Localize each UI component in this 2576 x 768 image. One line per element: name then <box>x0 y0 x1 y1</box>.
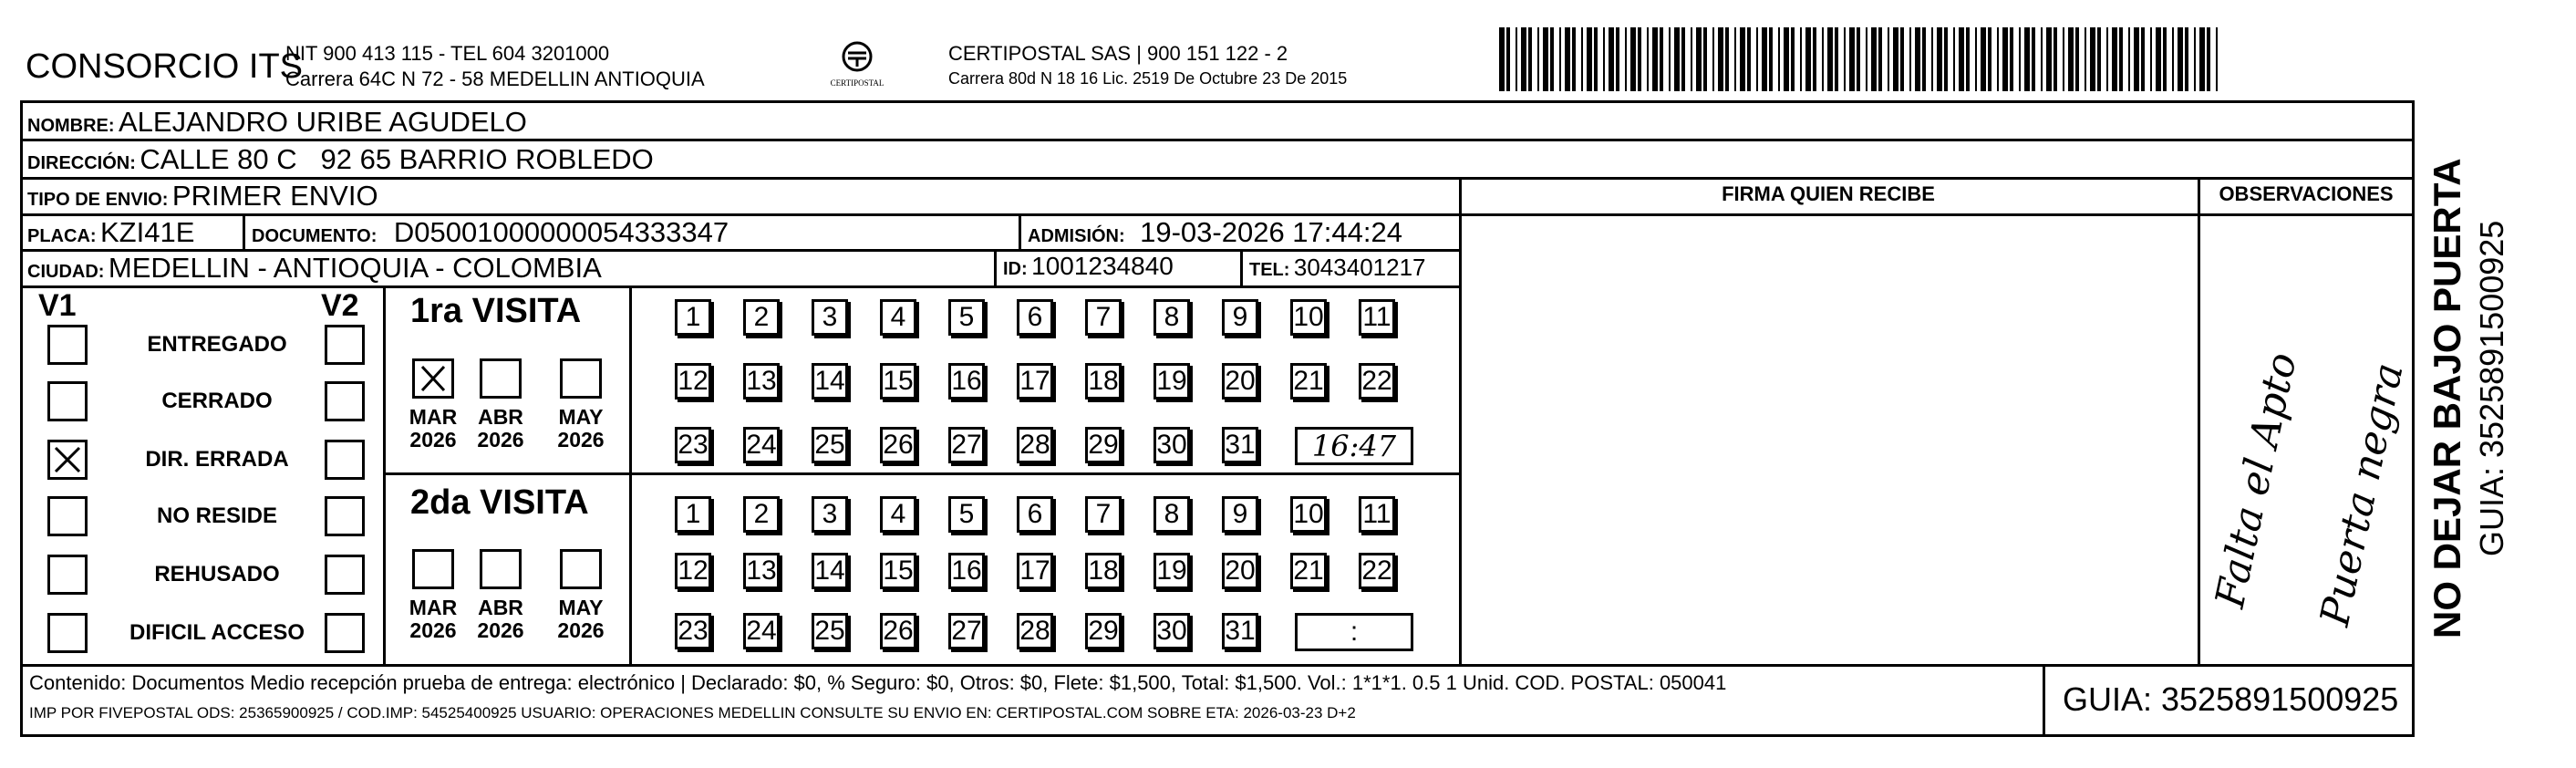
placa-value: KZI41E <box>100 216 195 248</box>
admision-row <box>1028 216 1402 249</box>
observaciones-header: OBSERVACIONES <box>2219 182 2394 205</box>
v1-checkbox-dir-errada[interactable] <box>47 440 88 480</box>
v2-checkbox-rehusado[interactable] <box>325 555 365 595</box>
id-value: 1001234840 <box>1031 252 1174 280</box>
direccion-row <box>27 143 654 176</box>
first-visit-day-4[interactable]: 4 <box>880 299 916 336</box>
v2-checkbox-dir-errada[interactable] <box>325 440 365 480</box>
first-visit-month-abr-checkbox[interactable] <box>480 358 522 399</box>
footer-guia: GUIA: 3525891500925 <box>2063 680 2399 718</box>
second-visit-time-field[interactable]: : <box>1295 613 1413 651</box>
first-visit-day-27[interactable]: 27 <box>948 427 985 463</box>
admision-label: ADMISIÓN: <box>1028 226 1125 246</box>
tipo-row <box>27 180 378 213</box>
direccion-label: DIRECCIÓN: <box>27 153 136 173</box>
second-visit-day-15[interactable]: 15 <box>880 553 916 589</box>
second-visit-day-4[interactable]: 4 <box>880 496 916 533</box>
v1-checkbox-cerrado[interactable] <box>47 381 88 421</box>
certipostal-logo <box>825 40 889 93</box>
second-visit-day-28[interactable]: 28 <box>1017 613 1053 649</box>
first-visit-day-17[interactable]: 17 <box>1017 363 1053 400</box>
second-visit-day-20[interactable]: 20 <box>1222 553 1258 589</box>
second-visit-day-24[interactable]: 24 <box>743 613 780 649</box>
firma-header: FIRMA QUIEN RECIBE <box>1722 182 1935 205</box>
first-visit-day-9[interactable]: 9 <box>1222 299 1258 336</box>
side-warning: NO DEJAR BAJO PUERTA <box>2426 158 2468 638</box>
documento-value: D05001000000054333347 <box>393 216 729 248</box>
month-name: MAY <box>558 596 604 619</box>
tel-value: 3043401217 <box>1293 254 1426 281</box>
first-visit-day-22[interactable]: 22 <box>1359 363 1395 400</box>
second-visit-day-1[interactable]: 1 <box>675 496 711 533</box>
observation-handwriting-1: Falta el Apto <box>2207 348 2306 612</box>
first-visit-day-15[interactable]: 15 <box>880 363 916 400</box>
status-label-cerrado: CERRADO <box>161 389 273 413</box>
month-year: 2026 <box>477 618 524 642</box>
v2-checkbox-cerrado[interactable] <box>325 381 365 421</box>
second-visit-day-29[interactable]: 29 <box>1085 613 1122 649</box>
tipo-label: TIPO DE ENVIO: <box>27 190 169 210</box>
observation-handwriting-2: Puerta negra <box>2312 358 2413 630</box>
v1-checkbox-entregado[interactable] <box>47 325 88 365</box>
first-visit-day-13[interactable]: 13 <box>743 363 780 400</box>
month-year: 2026 <box>557 618 605 642</box>
v1-checkbox-dificil-acceso[interactable] <box>47 613 88 653</box>
nombre-row <box>27 106 527 139</box>
placa-label: PLACA: <box>27 226 97 246</box>
v1-checkbox-no-reside[interactable] <box>47 496 88 536</box>
status-label-dir-errada: DIR. ERRADA <box>145 447 289 472</box>
ciudad-value: MEDELLIN - ANTIOQUIA - COLOMBIA <box>108 252 602 284</box>
barcode <box>1495 27 2225 91</box>
second-visit-day-17[interactable]: 17 <box>1017 553 1053 589</box>
second-visit-month-mar-checkbox[interactable] <box>412 549 454 589</box>
month-year: 2026 <box>477 428 524 451</box>
footer-imp: IMP POR FIVEPOSTAL ODS: 25365900925 / COD.IMP: 54525400925 USUARIO: OPERACIONES MEDELLIN CONSULTE SU ENVIO EN: CERTIPOSTAL.COM SOBRE ETA: 2026-03-23 D+2 <box>29 704 1356 721</box>
first-visit-day-16[interactable]: 16 <box>948 363 985 400</box>
tel-row <box>1249 254 1426 282</box>
second-visit-month-abr-label <box>473 597 528 642</box>
ciudad-label: CIUDAD: <box>27 262 105 282</box>
second-visit-day-7[interactable]: 7 <box>1085 496 1122 533</box>
v1-label: V1 <box>38 288 77 323</box>
first-visit-day-23[interactable]: 23 <box>675 427 711 463</box>
first-visit-day-2[interactable]: 2 <box>743 299 780 336</box>
direccion-value: CALLE 80 C 92 65 BARRIO ROBLEDO <box>140 143 654 175</box>
first-visit-day-14[interactable]: 14 <box>812 363 848 400</box>
second-visit-day-30[interactable]: 30 <box>1154 613 1190 649</box>
second-visit-day-23[interactable]: 23 <box>675 613 711 649</box>
status-label-rehusado: REHUSADO <box>154 562 280 586</box>
second-visit-day-3[interactable]: 3 <box>812 496 848 533</box>
id-label: ID: <box>1003 259 1028 279</box>
second-visit-day-2[interactable]: 2 <box>743 496 780 533</box>
second-visit-day-10[interactable]: 10 <box>1290 496 1327 533</box>
placa-row <box>27 216 194 249</box>
month-year: 2026 <box>409 428 457 451</box>
first-visit-day-31[interactable]: 31 <box>1222 427 1258 463</box>
tel-label: TEL: <box>1249 260 1290 280</box>
status-label-no-reside: NO RESIDE <box>156 503 278 528</box>
ciudad-row <box>27 252 602 285</box>
second-visit-day-22[interactable]: 22 <box>1359 553 1395 589</box>
second-visit-month-mar-label <box>406 597 460 642</box>
month-name: ABR <box>478 596 523 619</box>
month-name: ABR <box>478 405 523 429</box>
side-guia: GUIA: 3525891500925 <box>2473 220 2510 556</box>
first-visit-month-may-checkbox[interactable] <box>560 358 602 399</box>
v1-checkbox-rehusado[interactable] <box>47 555 88 595</box>
first-visit-title: 1ra VISITA <box>410 292 582 330</box>
company-nit: NIT 900 413 115 - TEL 604 3201000 <box>285 42 610 65</box>
second-visit-day-8[interactable]: 8 <box>1154 496 1190 533</box>
v2-checkbox-no-reside[interactable] <box>325 496 365 536</box>
first-visit-day-18[interactable]: 18 <box>1085 363 1122 400</box>
company-address: Carrera 64C N 72 - 58 MEDELLIN ANTIOQUIA <box>285 67 705 90</box>
first-visit-month-mar-label <box>406 406 460 451</box>
id-row <box>1003 252 1174 281</box>
first-visit-day-12[interactable]: 12 <box>675 363 711 400</box>
certipostal-address: Carrera 80d N 18 16 Lic. 2519 De Octubre 23 De 2015 <box>948 69 1348 88</box>
first-visit-day-25[interactable]: 25 <box>812 427 848 463</box>
footer-contents: Contenido: Documentos Medio recepción prueba de entrega: electrónico | Declarado: $0, % Seguro: $0, Otros: $0, Flete: $1,500, Total: $1,500. Vol.: 1*1*1. 0.5 1 Unid. COD. POSTAL: 050041 <box>29 671 1727 694</box>
second-visit-day-9[interactable]: 9 <box>1222 496 1258 533</box>
first-visit-time-field[interactable]: 16:47 <box>1295 427 1413 465</box>
nombre-value: ALEJANDRO URIBE AGUDELO <box>119 106 527 138</box>
first-visit-day-24[interactable]: 24 <box>743 427 780 463</box>
svg-text:CERTIPOSTAL: CERTIPOSTAL <box>830 78 885 88</box>
month-name: MAY <box>558 405 604 429</box>
status-label-entregado: ENTREGADO <box>147 332 287 357</box>
second-visit-day-11[interactable]: 11 <box>1359 496 1395 533</box>
second-visit-day-5[interactable]: 5 <box>948 496 985 533</box>
first-visit-day-29[interactable]: 29 <box>1085 427 1122 463</box>
first-visit-month-abr-label <box>473 406 528 451</box>
second-visit-day-27[interactable]: 27 <box>948 613 985 649</box>
month-year: 2026 <box>409 618 457 642</box>
tipo-value: PRIMER ENVIO <box>171 180 378 212</box>
first-visit-day-1[interactable]: 1 <box>675 299 711 336</box>
first-visit-day-26[interactable]: 26 <box>880 427 916 463</box>
second-visit-title: 2da VISITA <box>410 483 589 522</box>
second-visit-month-abr-checkbox[interactable] <box>480 549 522 589</box>
second-visit-day-14[interactable]: 14 <box>812 553 848 589</box>
second-visit-day-19[interactable]: 19 <box>1154 553 1190 589</box>
first-visit-day-21[interactable]: 21 <box>1290 363 1327 400</box>
first-visit-month-mar-checkbox[interactable] <box>412 358 454 399</box>
second-visit-day-18[interactable]: 18 <box>1085 553 1122 589</box>
admision-value: 19-03-2026 17:44:24 <box>1140 216 1402 248</box>
first-visit-day-20[interactable]: 20 <box>1222 363 1258 400</box>
second-visit-month-may-label <box>553 597 608 642</box>
second-visit-day-16[interactable]: 16 <box>948 553 985 589</box>
first-visit-day-5[interactable]: 5 <box>948 299 985 336</box>
second-visit-day-21[interactable]: 21 <box>1290 553 1327 589</box>
nombre-label: NOMBRE: <box>27 116 115 136</box>
company-name: CONSORCIO ITS <box>26 47 304 86</box>
documento-row <box>252 216 729 249</box>
v2-label: V2 <box>321 288 359 323</box>
month-name: MAR <box>409 596 458 619</box>
status-label-dificil-acceso: DIFICIL ACCESO <box>129 620 305 645</box>
first-visit-day-19[interactable]: 19 <box>1154 363 1190 400</box>
first-visit-day-7[interactable]: 7 <box>1085 299 1122 336</box>
certipostal-company: CERTIPOSTAL SAS | 900 151 122 - 2 <box>948 42 1288 65</box>
documento-label: DOCUMENTO: <box>252 226 378 246</box>
first-visit-day-10[interactable]: 10 <box>1290 299 1327 336</box>
second-visit-day-31[interactable]: 31 <box>1222 613 1258 649</box>
second-visit-day-25[interactable]: 25 <box>812 613 848 649</box>
first-visit-day-30[interactable]: 30 <box>1154 427 1190 463</box>
v2-checkbox-dificil-acceso[interactable] <box>325 613 365 653</box>
first-visit-month-may-label <box>553 406 608 451</box>
second-visit-day-12[interactable]: 12 <box>675 553 711 589</box>
first-visit-day-8[interactable]: 8 <box>1154 299 1190 336</box>
first-visit-day-3[interactable]: 3 <box>812 299 848 336</box>
first-visit-day-11[interactable]: 11 <box>1359 299 1395 336</box>
second-visit-day-13[interactable]: 13 <box>743 553 780 589</box>
month-name: MAR <box>409 405 458 429</box>
second-visit-month-may-checkbox[interactable] <box>560 549 602 589</box>
second-visit-day-6[interactable]: 6 <box>1017 496 1053 533</box>
v2-checkbox-entregado[interactable] <box>325 325 365 365</box>
first-visit-day-6[interactable]: 6 <box>1017 299 1053 336</box>
first-visit-day-28[interactable]: 28 <box>1017 427 1053 463</box>
second-visit-day-26[interactable]: 26 <box>880 613 916 649</box>
month-year: 2026 <box>557 428 605 451</box>
